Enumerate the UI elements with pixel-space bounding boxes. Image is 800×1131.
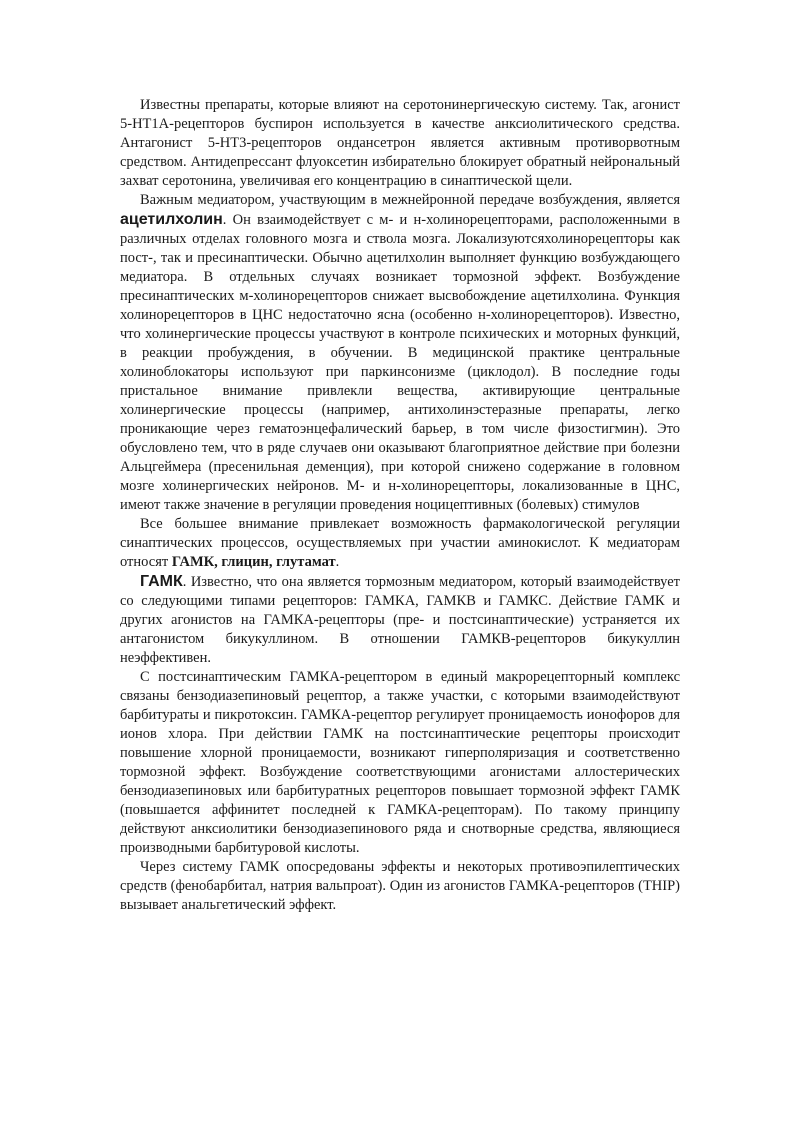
- paragraph-serotonin: Известны препараты, которые влияют на серотонинергическую систему. Так, агонист 5-НТ1А-рецепторов буспирон используется в качестве анксиолитического средства. Антагонист 5-НТ3-рецепторов ондансетрон является активным противорвотным средством. Антидепрессант флуоксетин избирательно блокирует обратный нейрональный захват серотонина, увеличивая его концентрацию в синаптической щели.: [120, 97, 680, 189]
- paragraph-amino-acids-intro: Все большее внимание привлекает возможность фармакологической регуляции синаптических процессов, осуществляемых при участии аминокислот. К медиаторам относят: [120, 516, 680, 570]
- paragraph-gaba: [120, 572, 680, 668]
- paragraph-acetylcholine: [120, 191, 680, 515]
- paragraph-antiepileptic: Через систему ГАМК опосредованы эффекты и некоторых противоэпилептических средств (фенобарбитал, натрия вальпроат). Один из агонистов ГАМКА-рецепторов (THIP) вызывает анальгетический эффект.: [120, 859, 680, 913]
- term-acetylcholine: ацетилхолин: [120, 211, 223, 228]
- paragraph-amino-acids: [120, 515, 680, 572]
- document-page: [120, 96, 680, 915]
- term-gaba: ГАМК: [140, 573, 183, 590]
- paragraph-acetylcholine-body: . Он взаимодействует с м- и н-холинорецепторами, расположенными в различных отделах головного мозга и ствола мозга. Локализуютсяхолинорецепторы как пост-, так и пресинаптически. Обычно ацетилхолин выполняет функцию возбуждающего медиатора. В отдельных случаях возникает тормозной эффект. Возбуждение пресинаптических м-холинорецепторов снижает высвобождение ацетилхолина. Функция холинорецепторов в ЦНС недостаточно ясна (особенно н-холинорецепторов). Известно, что холинергические процессы участвуют в контроле психических и моторных функций, в реакции пробуждения, в обучении. В медицинской практике центральные холиноблокаторы используют при паркинсонизме (циклодол). В последние годы пристальное внимание привлекли вещества, активирующие центральные холинергические процессы (например, антихолинэстеразные препараты, легко проникающие через гематоэнцефалический барьер, в том числе физостигмин). Это обусловлено тем, что в ряде случаев они оказывают благоприятное действие при болезни Альцгеймера (пресенильная деменция), при которой снижено содержание в головном мозге холинергических нейронов. М- и н-холинорецепторы, локализованные в ЦНС, имеют также значение в регуляции проведения ноцицептивных (болевых) стимулов: [120, 212, 680, 513]
- mediators-list: ГАМК, глицин, глутамат: [171, 554, 336, 570]
- paragraph-amino-acids-end: .: [335, 554, 340, 570]
- paragraph-gaba-body: . Известно, что она является тормозным медиатором, который взаимодействует со следующими типами рецепторов: ГАМКА, ГАМКВ и ГАМКС. Действие ГАМК и других агонистов на ГАМКА-рецепторы (пре- и постсинаптические) устраняется их антагонистом бикукуллином. В отношении ГАМКВ-рецепторов бикукуллин неэффективен.: [120, 574, 680, 666]
- paragraph-gaba-receptor-complex: С постсинаптическим ГАМКА-рецептором в единый макрорецепторный комплекс связаны бензодиазепиновый рецептор, а также участки, с которыми взаимодействуют барбитураты и пикротоксин. ГАМКА-рецептор регулирует проницаемость ионофоров для ионов хлора. При действии ГАМК на постсинаптические рецепторы происходит повышение хлорной проницаемости, возникают гиперполяризация и соответственно тормозной эффект. Возбуждение соответствующими агонистами аллостерических бензодиазепиновых или барбитуратных рецепторов повышает тормозной эффект ГАМК (повышается аффинитет последней к ГАМКА-рецепторам). По такому принципу действуют анксиолитики бензодиазепинового ряда и снотворные средства, являющиеся производными барбитуровой кислоты.: [120, 669, 680, 856]
- paragraph-acetylcholine-intro: Важным медиатором, участвующим в межнейронной передаче возбуждения, является: [140, 192, 680, 208]
